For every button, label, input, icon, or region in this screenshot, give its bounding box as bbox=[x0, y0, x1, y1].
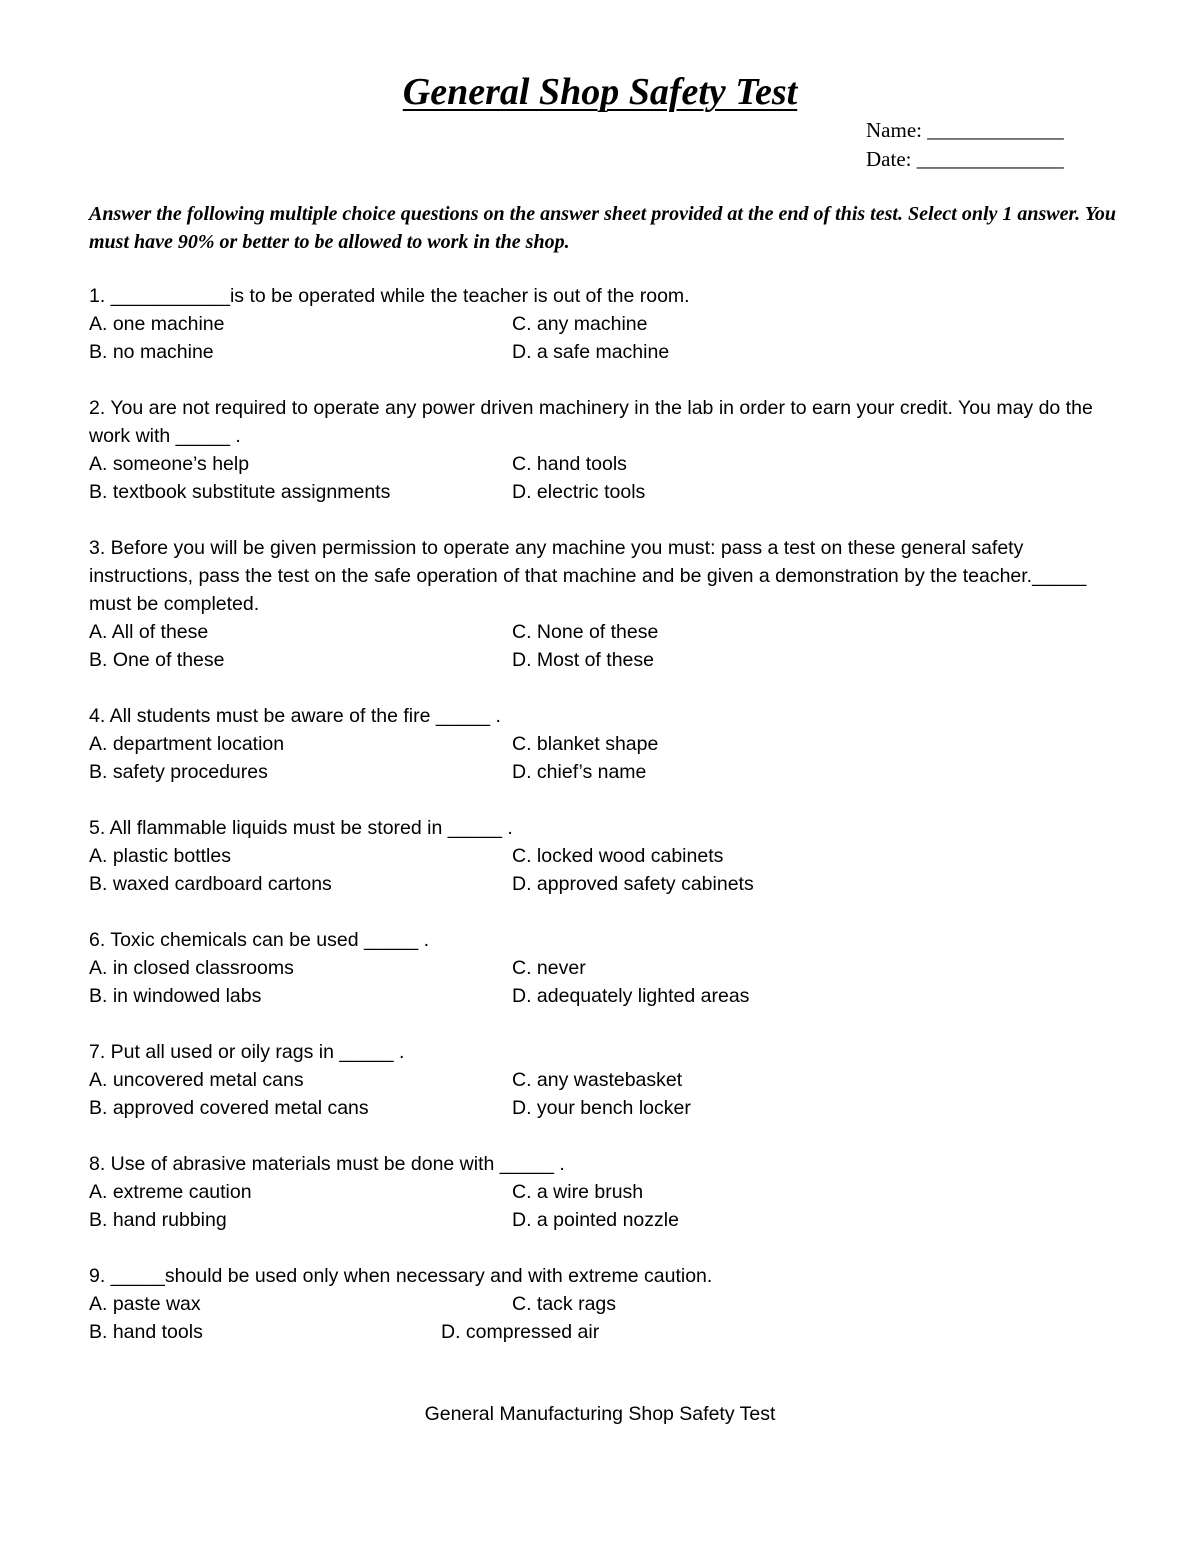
answer-options bbox=[89, 1178, 1119, 1234]
question-text: 7. Put all used or oily rags in _____ . bbox=[89, 1041, 405, 1063]
option-a: A. department location bbox=[89, 733, 285, 755]
option-a: A. plastic bottles bbox=[89, 845, 231, 867]
answer-options bbox=[89, 618, 1119, 674]
name-date-fields bbox=[866, 116, 1064, 174]
question-6 bbox=[89, 926, 1119, 1010]
answer-options bbox=[89, 1290, 1119, 1346]
option-b: B. hand rubbing bbox=[89, 1209, 227, 1231]
page-footer: General Manufacturing Shop Safety Test bbox=[424, 1403, 776, 1425]
question-5 bbox=[89, 814, 1119, 898]
question-text: 1. ___________is to be operated while the teacher is out of the room. bbox=[89, 285, 690, 307]
question-8 bbox=[89, 1150, 1119, 1234]
option-b: B. no machine bbox=[89, 341, 214, 363]
question-9 bbox=[89, 1262, 1119, 1346]
page-title: General Shop Safety Test bbox=[402, 71, 798, 113]
question-2 bbox=[89, 394, 1119, 506]
option-d: D. approved safety cabinets bbox=[512, 873, 754, 895]
option-a: A. extreme caution bbox=[89, 1181, 252, 1203]
option-c: C. hand tools bbox=[512, 453, 627, 475]
option-d: D. a safe machine bbox=[512, 341, 670, 363]
question-4 bbox=[89, 702, 1119, 786]
question-1 bbox=[89, 282, 1119, 366]
option-c: C. blanket shape bbox=[512, 733, 659, 755]
answer-options bbox=[89, 730, 1119, 786]
option-b: B. safety procedures bbox=[89, 761, 268, 783]
answer-options bbox=[89, 450, 1119, 506]
name-field-line: Name: _____________ bbox=[866, 118, 1064, 142]
option-b: B. in windowed labs bbox=[89, 985, 262, 1007]
question-text: 2. You are not required to operate any power driven machinery in the lab in order to earn your credit. You may do the work with _____ . bbox=[89, 397, 1093, 447]
question-7 bbox=[89, 1038, 1119, 1122]
date-field-line: Date: ______________ bbox=[866, 147, 1064, 171]
option-d: D. your bench locker bbox=[512, 1097, 691, 1119]
answer-options bbox=[89, 954, 1119, 1010]
option-a: A. someone’s help bbox=[89, 453, 250, 475]
option-a: A. one machine bbox=[89, 313, 225, 335]
option-a: A. uncovered metal cans bbox=[89, 1069, 304, 1091]
question-text: 9. _____should be used only when necessary and with extreme caution. bbox=[89, 1265, 713, 1287]
option-d: D. a pointed nozzle bbox=[512, 1209, 679, 1231]
question-text: 4. All students must be aware of the fire _____ . bbox=[89, 705, 501, 727]
option-c: C. any wastebasket bbox=[512, 1069, 683, 1091]
answer-options bbox=[89, 1066, 1119, 1122]
option-b: B. textbook substitute assignments bbox=[89, 481, 391, 503]
option-d: D. adequately lighted areas bbox=[512, 985, 750, 1007]
option-d: D. Most of these bbox=[512, 649, 654, 671]
question-3 bbox=[89, 534, 1119, 674]
option-a: A. in closed classrooms bbox=[89, 957, 294, 979]
option-d: D. compressed air bbox=[441, 1321, 600, 1343]
option-c: C. any machine bbox=[512, 313, 648, 335]
question-text: 5. All flammable liquids must be stored in _____ . bbox=[89, 817, 513, 839]
option-b: B. One of these bbox=[89, 649, 225, 671]
answer-options bbox=[89, 842, 1119, 898]
question-text: 3. Before you will be given permission to operate any machine you must: pass a test on these general safety instructions, pass the test on the safe operation of that machine and be given a demonstration by the teacher._____ must be completed. bbox=[89, 537, 1087, 615]
option-d: D. chief’s name bbox=[512, 761, 647, 783]
question-text: 8. Use of abrasive materials must be done with _____ . bbox=[89, 1153, 565, 1175]
option-b: B. hand tools bbox=[89, 1321, 203, 1343]
option-d: D. electric tools bbox=[512, 481, 646, 503]
option-b: B. approved covered metal cans bbox=[89, 1097, 369, 1119]
option-c: C. a wire brush bbox=[512, 1181, 644, 1203]
option-c: C. None of these bbox=[512, 621, 659, 643]
option-b: B. waxed cardboard cartons bbox=[89, 873, 332, 895]
question-text: 6. Toxic chemicals can be used _____ . bbox=[89, 929, 430, 951]
instructions: Answer the following multiple choice questions on the answer sheet provided at the end of this test. Select only 1 answer. You must have 90% or better to be allowed to work in the shop. bbox=[89, 203, 1116, 253]
option-c: C. tack rags bbox=[512, 1293, 617, 1315]
option-c: C. never bbox=[512, 957, 586, 979]
option-a: A. All of these bbox=[89, 621, 209, 643]
option-c: C. locked wood cabinets bbox=[512, 845, 724, 867]
option-a: A. paste wax bbox=[89, 1293, 201, 1315]
answer-options bbox=[89, 310, 1119, 366]
question-list bbox=[89, 282, 1119, 1374]
